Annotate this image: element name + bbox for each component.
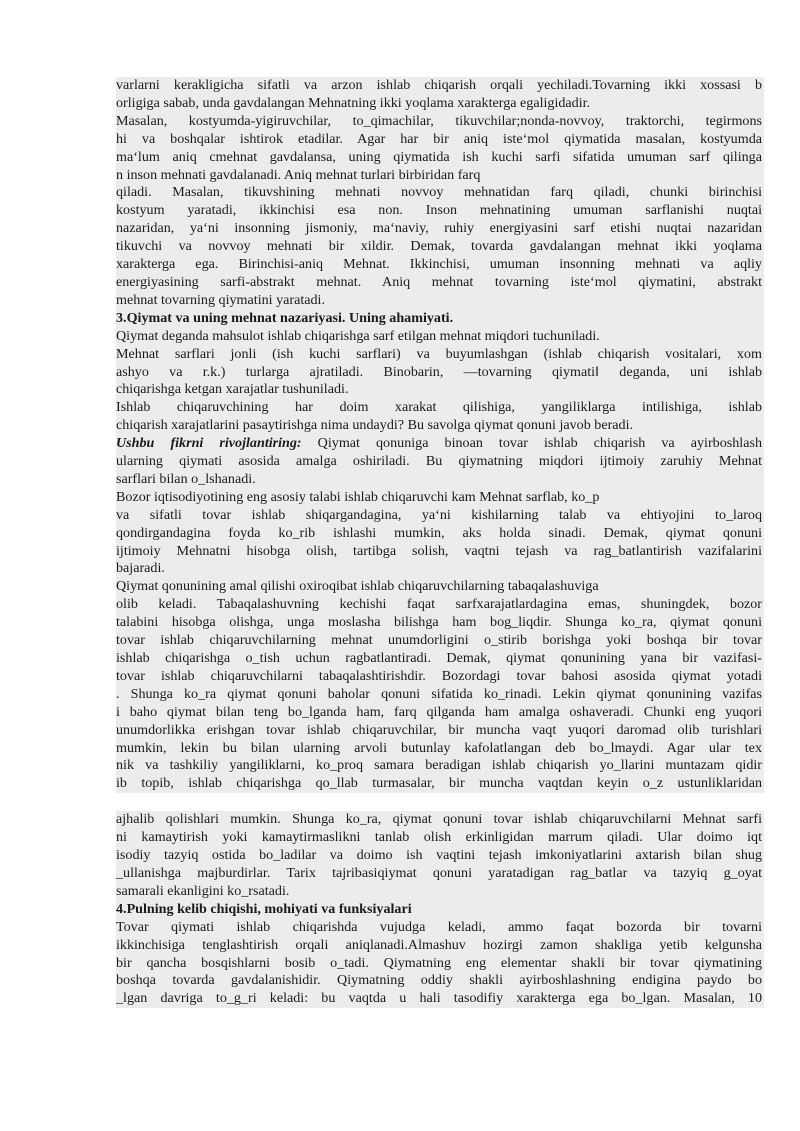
text-line: ajhalib qolishlari mumkin. Shunga ko_ra, qiymat qonuni tovar ishlab chiqaruvchilarni Mehnat sarfi — [116, 811, 762, 828]
text-line: bajaradi. — [116, 560, 165, 577]
text-line: tovar ishlab chiqaruvchilarni tabaqalashtirishdir. Bozordagi tovar bahosi asosida qiymat yotadi — [116, 667, 762, 684]
text-line: Masalan, kostyumda-yigiruvchilar, to_qimachilar, tikuvchilar;nonda-novvoy, traktorchi, tegirmons — [116, 112, 762, 129]
text-line: mumkin, lekin bu bilan ularning arvoli butunlay kafolatlangan deb bo_lmaydi. Agar ular tex — [116, 739, 762, 756]
emphasis-text: Ushbu fikrni rivojlantiring: — [116, 435, 302, 452]
text-line: nik va tashkiliy yangiliklarni, ko_proq samara beradigan ishlab chiqarish yo_llarini muntazam qidir — [116, 757, 762, 774]
text-line: tovar ishlab chiqaruvchilarning mehnat unumdorligini o_stirib borishga yoki boshqa bir tovar — [116, 632, 762, 649]
text-line: ishlab chiqarishga o_tish uchun ragbatlantiradi. Demak, qiymat qonunining yana bir vazifasi- — [116, 650, 762, 666]
text-line: boshqa tovarda gavdalanishidir. Qiymatning oddiy shakli ayirboshlashning endigina paydo bo — [116, 972, 762, 989]
text-line: kostyum yaratadi, ikkinchisi esa non. Inson mehnatining umuman sarflanishi nuqtai — [116, 202, 762, 219]
text-line: ijtimoiy Mehnatni hisobga olish, tartibga solish, vaqtni tejash va rag_batlantirish vazifalarini — [116, 542, 762, 559]
text-line: energiyasining sarfi-abstrakt mehnat. Aniq mehnat tovarning iste‘mol qiymatini, abstrakt — [116, 273, 762, 290]
text-block-upper — [116, 77, 764, 793]
text-line: qondirgandagina foyda ko_rib ishlashi mumkin, aks holda sinadi. Demak, qiymat qonuni — [116, 524, 762, 541]
text-line: Mehnat sarflari jonli (ish kuchi sarflari) va buyumlashgan (ishlab chiqarish vositalari, xom — [116, 345, 762, 362]
text-line: i baho qiymat bilan teng bo_lganda ham, farq qilganda ham amalga oshaveradi. Chunki eng yuqori — [116, 703, 762, 720]
text-line: ni kamaytirish yoki kamaytirmaslikni tanlab olish erkinligidan marrum qiladi. Ular doimo iqt — [116, 829, 762, 846]
text-line: ma‘lum aniq cmehnat gavdalansa, uning qiymatida ish kuchi sarfi sifatida umuman sarf qilinga — [116, 148, 762, 165]
text-line: orligiga sabab, unda gavdalangan Mehnatning ikki yoqlama xarakterga egaligidadir. — [116, 94, 591, 111]
text-line: tikuvchi va novvoy mehnati bir xildir. Demak, tovarda gavdalangan mehnat ikki yoqlama — [116, 238, 762, 255]
text-line: nazaridan, ya‘ni insonning jismoniy, ma‘naviy, ruhiy energiyasini sarf etishi nuqtai nazaridan — [116, 220, 762, 237]
text-line — [116, 435, 762, 453]
text-line: ib topib, ishlab chiqarishga qo_llab turmasalar, bir muncha vaqtdan keyin o_z ustunliklaridan — [116, 775, 762, 792]
text-line: mehnat tovarning qiymatini yaratadi. — [116, 291, 325, 308]
text-line: Bozor iqtisodiyotining eng asosiy talabi ishlab chiqaruvchi kam Mehnat sarflab, ko_p — [116, 488, 600, 505]
text-line: ularning qiymati asosida amalga oshiriladi. Bu qiymatning miqdori ijtimoiy zaruhiy Mehnat — [116, 453, 762, 470]
section-heading: 4.Pulning kelib chiqishi, mohiyati va funksiyalari — [116, 900, 412, 917]
text-line: _lgan davriga to_g_ri keladi: bu vaqtda u hali tasodifiy xarakterga ega bo_lgan. Masalan, 10 — [116, 990, 762, 1007]
text-line: va sifatli tovar ishlab shiqargandagina, ya‘ni kishilarning talab va ehtiyojini to_laroq — [116, 506, 762, 523]
text-line: . Shunga ko_ra qiymat qonuni baholar qonuni sifatida ko_rinadi. Lekin qiymat qonunining vazifas — [116, 685, 762, 702]
text-line: olib keladi. Tabaqalashuvning kechishi faqat sarfxarajatlardagina emas, shuningdek, bozor — [116, 596, 762, 613]
line-text: Qiymat qonuniga binoan tovar ishlab chiqarish va ayirboshlash — [301, 435, 762, 452]
text-line: sarflari bilan o_lshanadi. — [116, 470, 256, 487]
text-line: chiqarishga ketgan xarajatlar tushuniladi. — [116, 381, 349, 398]
text-block-lower — [116, 811, 764, 1008]
text-line: samarali ekanligini ko_rsatadi. — [116, 882, 290, 899]
text-line: talabini hisobga olishga, unga moslasha bilishga ham bog_liqdir. Shunga ko_ra, qiymat qonuni — [116, 614, 762, 631]
text-line: ikkinchisiga tenglashtirish orqali aniqlanadi.Almashuv hozirgi zamon shakliga yetib kelgunsha — [116, 936, 762, 953]
text-line: hi va boshqalar ishtirok etadilar. Agar har bir aniq iste‘mol qiymatida masalan, kostyumda — [116, 130, 762, 147]
text-line: _ullanishga majburdirlar. Tarix tajribasiqiymat qonuni yaratadigan rag_batlar va tazyiq g_oyat — [116, 864, 762, 881]
text-line: ashyo va r.k.) turlarga ajratiladi. Binobarin, ―tovarning qiymati‖ deganda, uni ishlab — [116, 363, 762, 380]
text-line: Ishlab chiqaruvchining har doim xarakat qilishiga, yangiliklarga intilishiga, ishlab — [116, 399, 762, 416]
text-line: Qiymat qonunining amal qilishi oxiroqibat ishlab chiqaruvchilarning tabaqalashuviga — [116, 578, 599, 595]
text-line: chiqarish xarajatlarini pasaytirishga nima undaydi? Bu savolga qiymat qonuni javob beradi. — [116, 417, 634, 434]
text-line: qiladi. Masalan, tikuvshining mehnati novvoy mehnatidan farq qiladi, chunki birinchisi — [116, 184, 762, 201]
section-heading: 3.Qiymat va uning mehnat nazariyasi. Uning ahamiyati. — [116, 309, 454, 326]
text-line: Qiymat deganda mahsulot ishlab chiqarishga sarf etilgan mehnat miqdori tuchuniladi. — [116, 327, 600, 344]
text-line: unumdorlikka erishgan tovar ishlab chiqaruvchilar, bir muncha vaqt yuqori daromad olib turishlari — [116, 721, 762, 738]
text-line: isodiy tazyiq ostida bo_ladilar va doimo ish vaqtini tejash imkoniyatlarini axtarish bilan shug — [116, 847, 762, 864]
text-line: varlarni kerakligicha sifatli va arzon ishlab chiqarish orqali yechiladi.Tovarning ikki xossasi b — [116, 77, 762, 93]
text-line: n inson mehnati gavdalanadi. Aniq mehnat turlari birbiridan farq — [116, 166, 481, 183]
text-line: bir qancha bosqishlarni bosib o_tadi. Qiymatning eng elementar shakli bir tovar qiymatining — [116, 954, 762, 971]
text-line: xarakterga ega. Birinchisi-aniq Mehnat. Ikkinchisi, umuman insonning mehnati va aqliy — [116, 256, 762, 273]
text-line: Tovar qiymati ishlab chiqarishda vujudga keladi, ammo faqat bozorda bir tovarni — [116, 918, 762, 935]
